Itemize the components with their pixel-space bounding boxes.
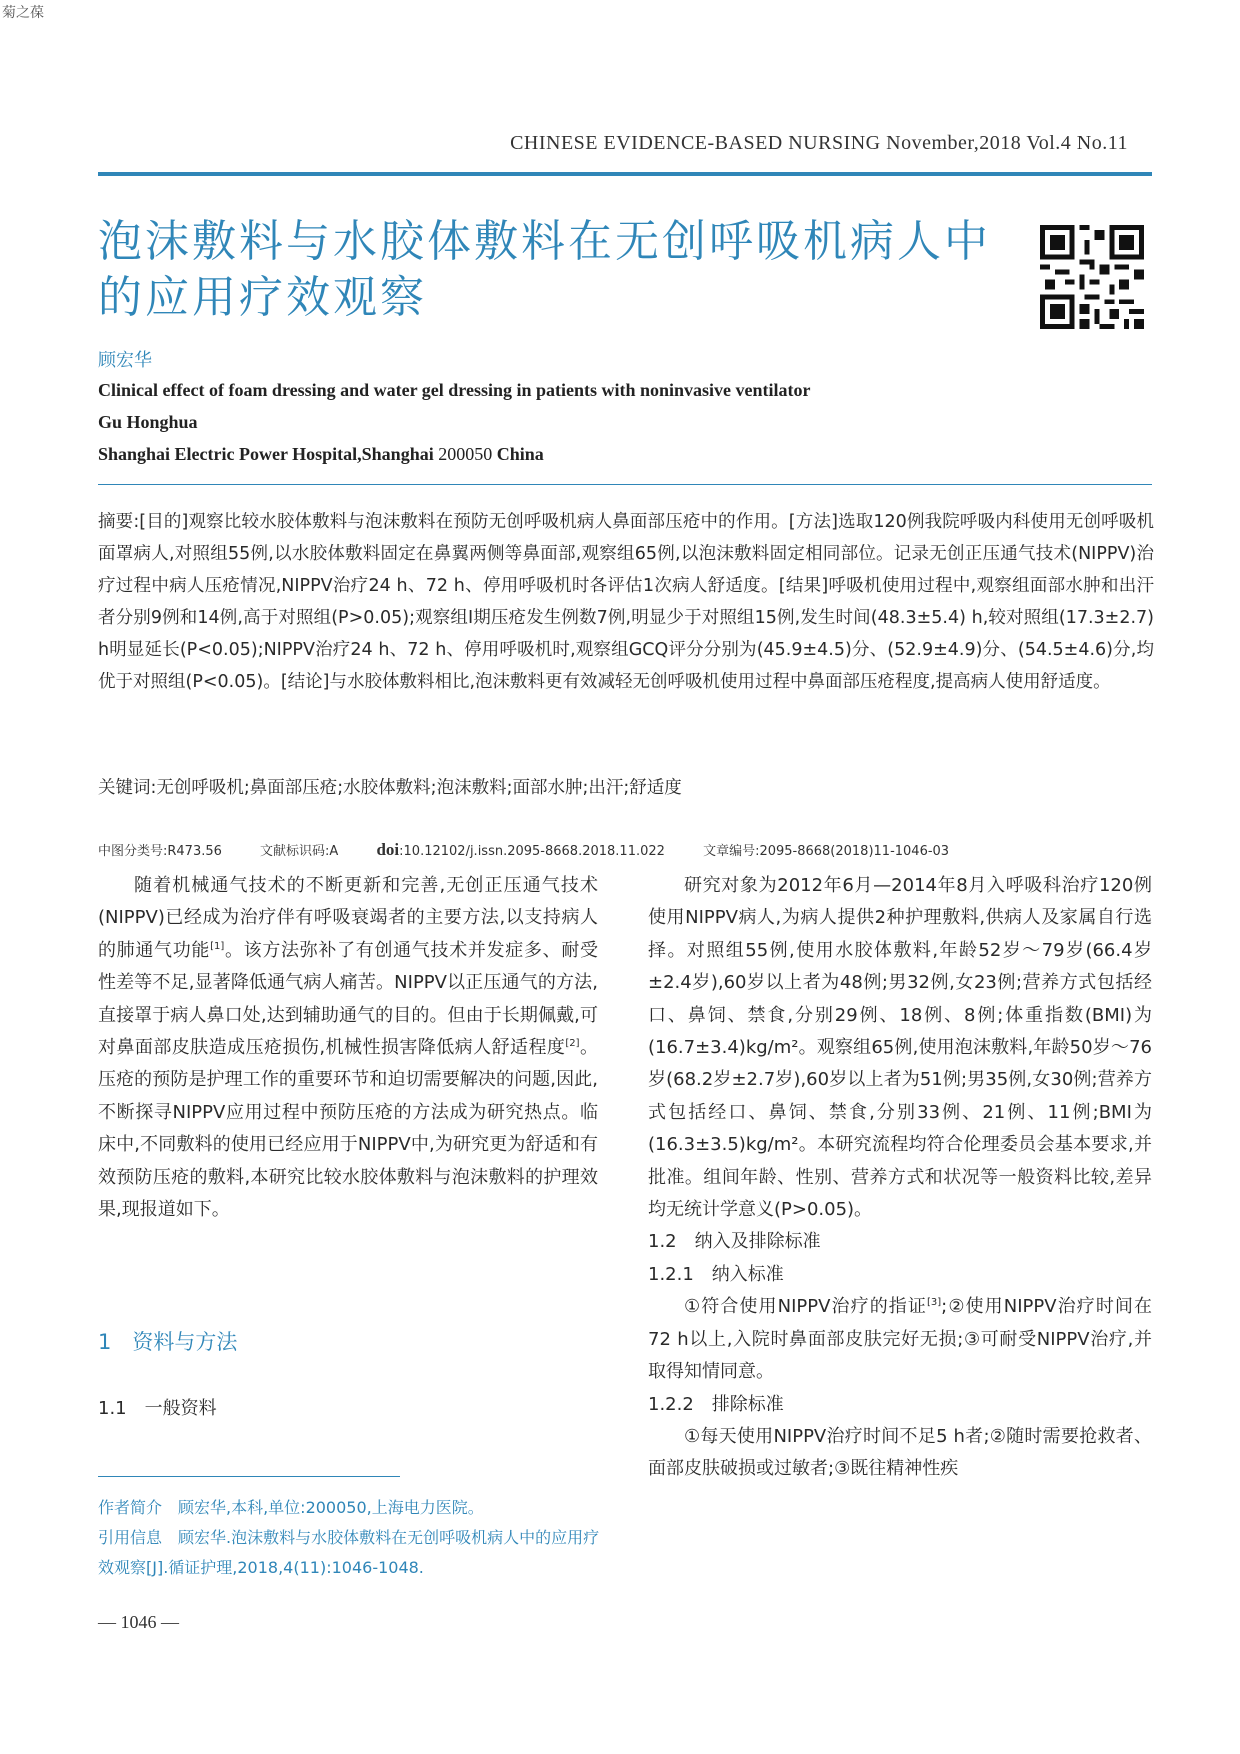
footnotes (98, 1493, 608, 1583)
right-column (648, 870, 1152, 1486)
journal-header: CHINESE EVIDENCE-BASED NURSING November,2018 Vol.4 No.11 (510, 132, 1128, 154)
introduction-paragraph: 随着机械通气技术的不断更新和完善,无创正压通气技术(NIPPV)已经成为治疗伴有呼吸衰竭者的主要方法,以支持病人的肺通气功能[1]。该方法弥补了有创通气技术并发症多、耐受性差等不足,显著降低通气病人痛苦。NIPPV以正压通气的方法,直接罩于病人鼻口处,达到辅助通气的目的。但由于长期佩戴,可对鼻面部皮肤造成压疮损伤,机械性损害降低病人舒适程度[2]。压疮的预防是护理工作的重要环节和迫切需要解决的问题,因此,不断探寻NIPPV应用过程中预防压疮的方法成为研究热点。临床中,不同敷料的使用已经应用于NIPPV中,为研究更为舒适和有效预防压疮的敷料,本研究比较水胶体敷料与泡沫敷料的护理效果,现报道如下。 (98, 875, 599, 1221)
subjects-paragraph: 研究对象为2012年6月—2014年8月入呼吸科治疗120例使用NIPPV病人,为病人提供2种护理敷料,供病人及家属自行选择。对照组55例,使用水胶体敷料,年龄52岁～79岁(66.4岁±2.4岁),60岁以上者为48例;男32例,女23例;营养方式包括经口、鼻饲、禁食,分别29例、18例、8例;体重指数(BMI)为(16.7±3.4)kg/m²。观察组65例,使用泡沫敷料,年龄50岁～76岁(68.2岁±2.7岁),60岁以上者为51例;男35例,女30例;营养方式包括经口、鼻饲、禁食,分别33例、21例、11例;BMI为(16.3±3.5)kg/m²。本研究流程均符合伦理委员会基本要求,并批准。组间年龄、性别、营养方式和状况等一般资料比较,差异均无统计学意义(P>0.05)。 (648, 875, 1152, 1221)
doi: doi:10.12102/j.issn.2095-8668.2018.11.022 (376, 840, 665, 859)
abstract-rule (98, 484, 1152, 485)
watermark: 菊之葆 (2, 5, 44, 21)
article-number: 文章编号:2095-8668(2018)11-1046-03 (703, 844, 950, 859)
author-intro-footnote: 作者简介 顾宏华,本科,单位:200050,上海电力医院。 (98, 1498, 484, 1517)
page-number: — 1046 — (98, 1612, 179, 1632)
english-title: Clinical effect of foam dressing and water gel dressing in patients with noninvasive ventilator (98, 380, 811, 400)
classification-line (98, 840, 983, 860)
footnote-rule (98, 1476, 400, 1477)
english-author: Gu Honghua (98, 412, 198, 432)
section-heading-1-2-2: 1.2.2 排除标准 (648, 1393, 784, 1415)
exclusion-criteria: ①每天使用NIPPV治疗时间不足5 h者;②随时需要抢救者、面部皮肤破损或过敏者;③既往精神性疾 (648, 1425, 1152, 1480)
inclusion-criteria: ①符合使用NIPPV治疗的指证[3];②使用NIPPV治疗时间在72 h以上,入院时鼻面部皮肤完好无损;③可耐受NIPPV治疗,并取得知情同意。 (648, 1296, 1153, 1383)
citation-footnote: 引用信息 顾宏华.泡沫敷料与水胶体敷料在无创呼吸机病人中的应用疗效观察[J].循证护理,2018,4(11):1046-1048. (98, 1528, 600, 1577)
section-heading-1-2: 1.2 纳入及排除标准 (648, 1231, 821, 1253)
section-heading-1-2-1: 1.2.1 纳入标准 (648, 1263, 784, 1285)
section-heading-1: 1 资料与方法 (98, 1330, 238, 1354)
left-column (98, 870, 598, 1226)
english-affiliation: Shanghai Electric Power Hospital,Shanghai 200050 China (98, 444, 544, 464)
qr-code-icon (1040, 225, 1144, 329)
article-title: 泡沫敷料与水胶体敷料在无创呼吸机病人中的应用疗效观察 (98, 216, 991, 323)
clc-number: 中图分类号:R473.56 (98, 844, 222, 859)
section-heading-1-1: 1.1 一般资料 (98, 1398, 217, 1419)
author-name-cn: 顾宏华 (98, 350, 152, 371)
keywords: 关键词:无创呼吸机;鼻面部压疮;水胶体敷料;泡沫敷料;面部水肿;出汗;舒适度 (98, 778, 682, 798)
document-code: 文献标识码:A (260, 844, 339, 859)
header-rule (98, 172, 1152, 176)
abstract: 摘要:[目的]观察比较水胶体敷料与泡沫敷料在预防无创呼吸机病人鼻面部压疮中的作用。[方法]选取120例我院呼吸内科使用无创呼吸机面罩病人,对照组55例,以水胶体敷料固定在鼻翼两侧等鼻面部,观察组65例,以泡沫敷料固定相同部位。记录无创正压通气技术(NIPPV)治疗过程中病人压疮情况,NIPPV治疗24 h、72 h、停用呼吸机时各评估1次病人舒适度。[结果]呼吸机使用过程中,观察组面部水肿和出汗者分别9例和14例,高于对照组(P>0.05);观察组Ⅰ期压疮发生例数7例,明显少于对照组15例,发生时间(48.3±5.4) h,较对照组(17.3±2.7) h明显延长(P<0.05);NIPPV治疗24 h、72 h、停用呼吸机时,观察组GCQ评分分别为(45.9±4.5)分、(52.9±4.9)分、(54.5±4.6)分,均优于对照组(P<0.05)。[结论]与水胶体敷料相比,泡沫敷料更有效减轻无创呼吸机使用过程中鼻面部压疮程度,提高病人使用舒适度。 (98, 512, 1154, 692)
